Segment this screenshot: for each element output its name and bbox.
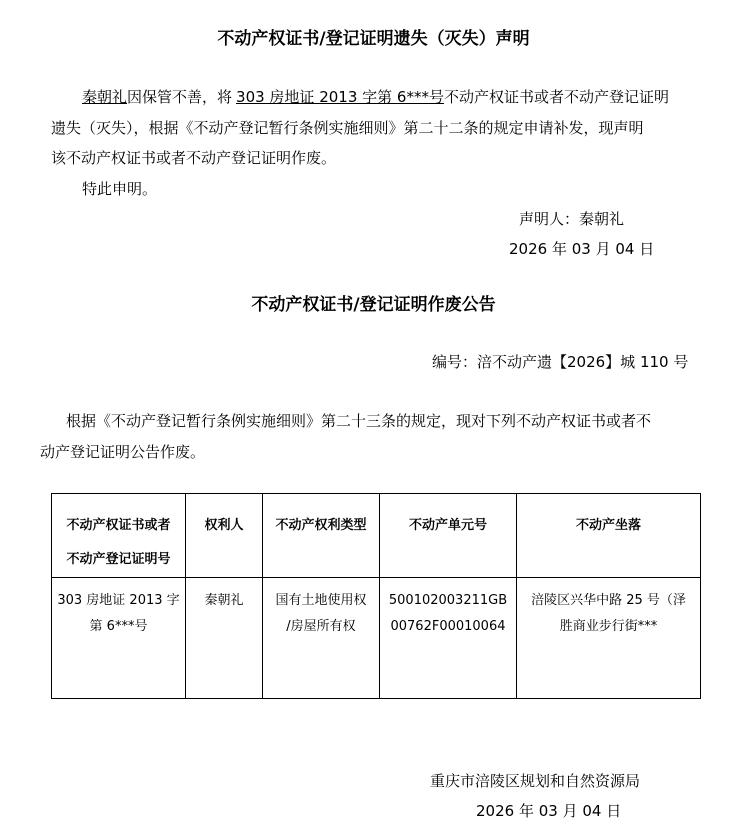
cell-unit-number: 500102003211GB 00762F00010064 — [380, 578, 517, 699]
notice-para-line-2: 动产登记证明公告作废。 — [40, 443, 206, 461]
statement-declarant: 声明人：秦朝礼 — [519, 210, 625, 228]
statement-text-2: 不动产权证书或者不动产登记证明 — [443, 88, 669, 106]
cell-location: 涪陵区兴华中路 25 号（泽 胜商业步行街*** — [517, 578, 701, 699]
statement-date: 2026 年 03 月 04 日 — [509, 240, 655, 258]
statement-para-line-1 — [82, 86, 669, 107]
header-holder: 权利人 — [186, 494, 263, 578]
notice-para-line-1: 根据《不动产登记暂行条例实施细则》第二十三条的规定，现对下列不动产权证书或者不 — [66, 412, 652, 430]
statement-special: 特此申明。 — [82, 180, 158, 198]
cell-holder: 秦朝礼 — [186, 578, 263, 699]
notice-date: 2026 年 03 月 04 日 — [476, 802, 622, 820]
notice-title: 不动产权证书/登记证明作废公告 — [251, 295, 496, 315]
notice-table — [51, 493, 701, 699]
issuer-name: 重庆市涪陵区规划和自然资源局 — [430, 772, 641, 790]
header-right-type: 不动产权利类型 — [263, 494, 380, 578]
statement-title: 不动产权证书/登记证明遗失（灭失）声明 — [217, 29, 530, 49]
header-location: 不动产坐落 — [517, 494, 701, 578]
statement-text-1: 因保管不善，将 — [127, 88, 233, 106]
certificate-number: 303 房地证 2013 字第 6***号 — [236, 88, 444, 106]
statement-para-line-3: 该不动产权证书或者不动产登记证明作废。 — [51, 149, 337, 167]
cell-cert-number: 303 房地证 2013 字 第 6***号 — [52, 578, 186, 699]
header-cert-number: 不动产权证书或者 不动产登记证明号 — [52, 494, 186, 578]
table-row — [52, 578, 701, 699]
statement-para-line-2: 遗失（灭失），根据《不动产登记暂行条例实施细则》第二十二条的规定申请补发，现声明 — [51, 119, 644, 137]
cell-right-type: 国有土地使用权 /房屋所有权 — [263, 578, 380, 699]
header-unit-number: 不动产单元号 — [380, 494, 517, 578]
table-header-row — [52, 494, 701, 578]
declarant-name: 秦朝礼 — [82, 88, 128, 106]
notice-number: 编号：涪不动产遗【2026】城 110 号 — [432, 353, 689, 371]
